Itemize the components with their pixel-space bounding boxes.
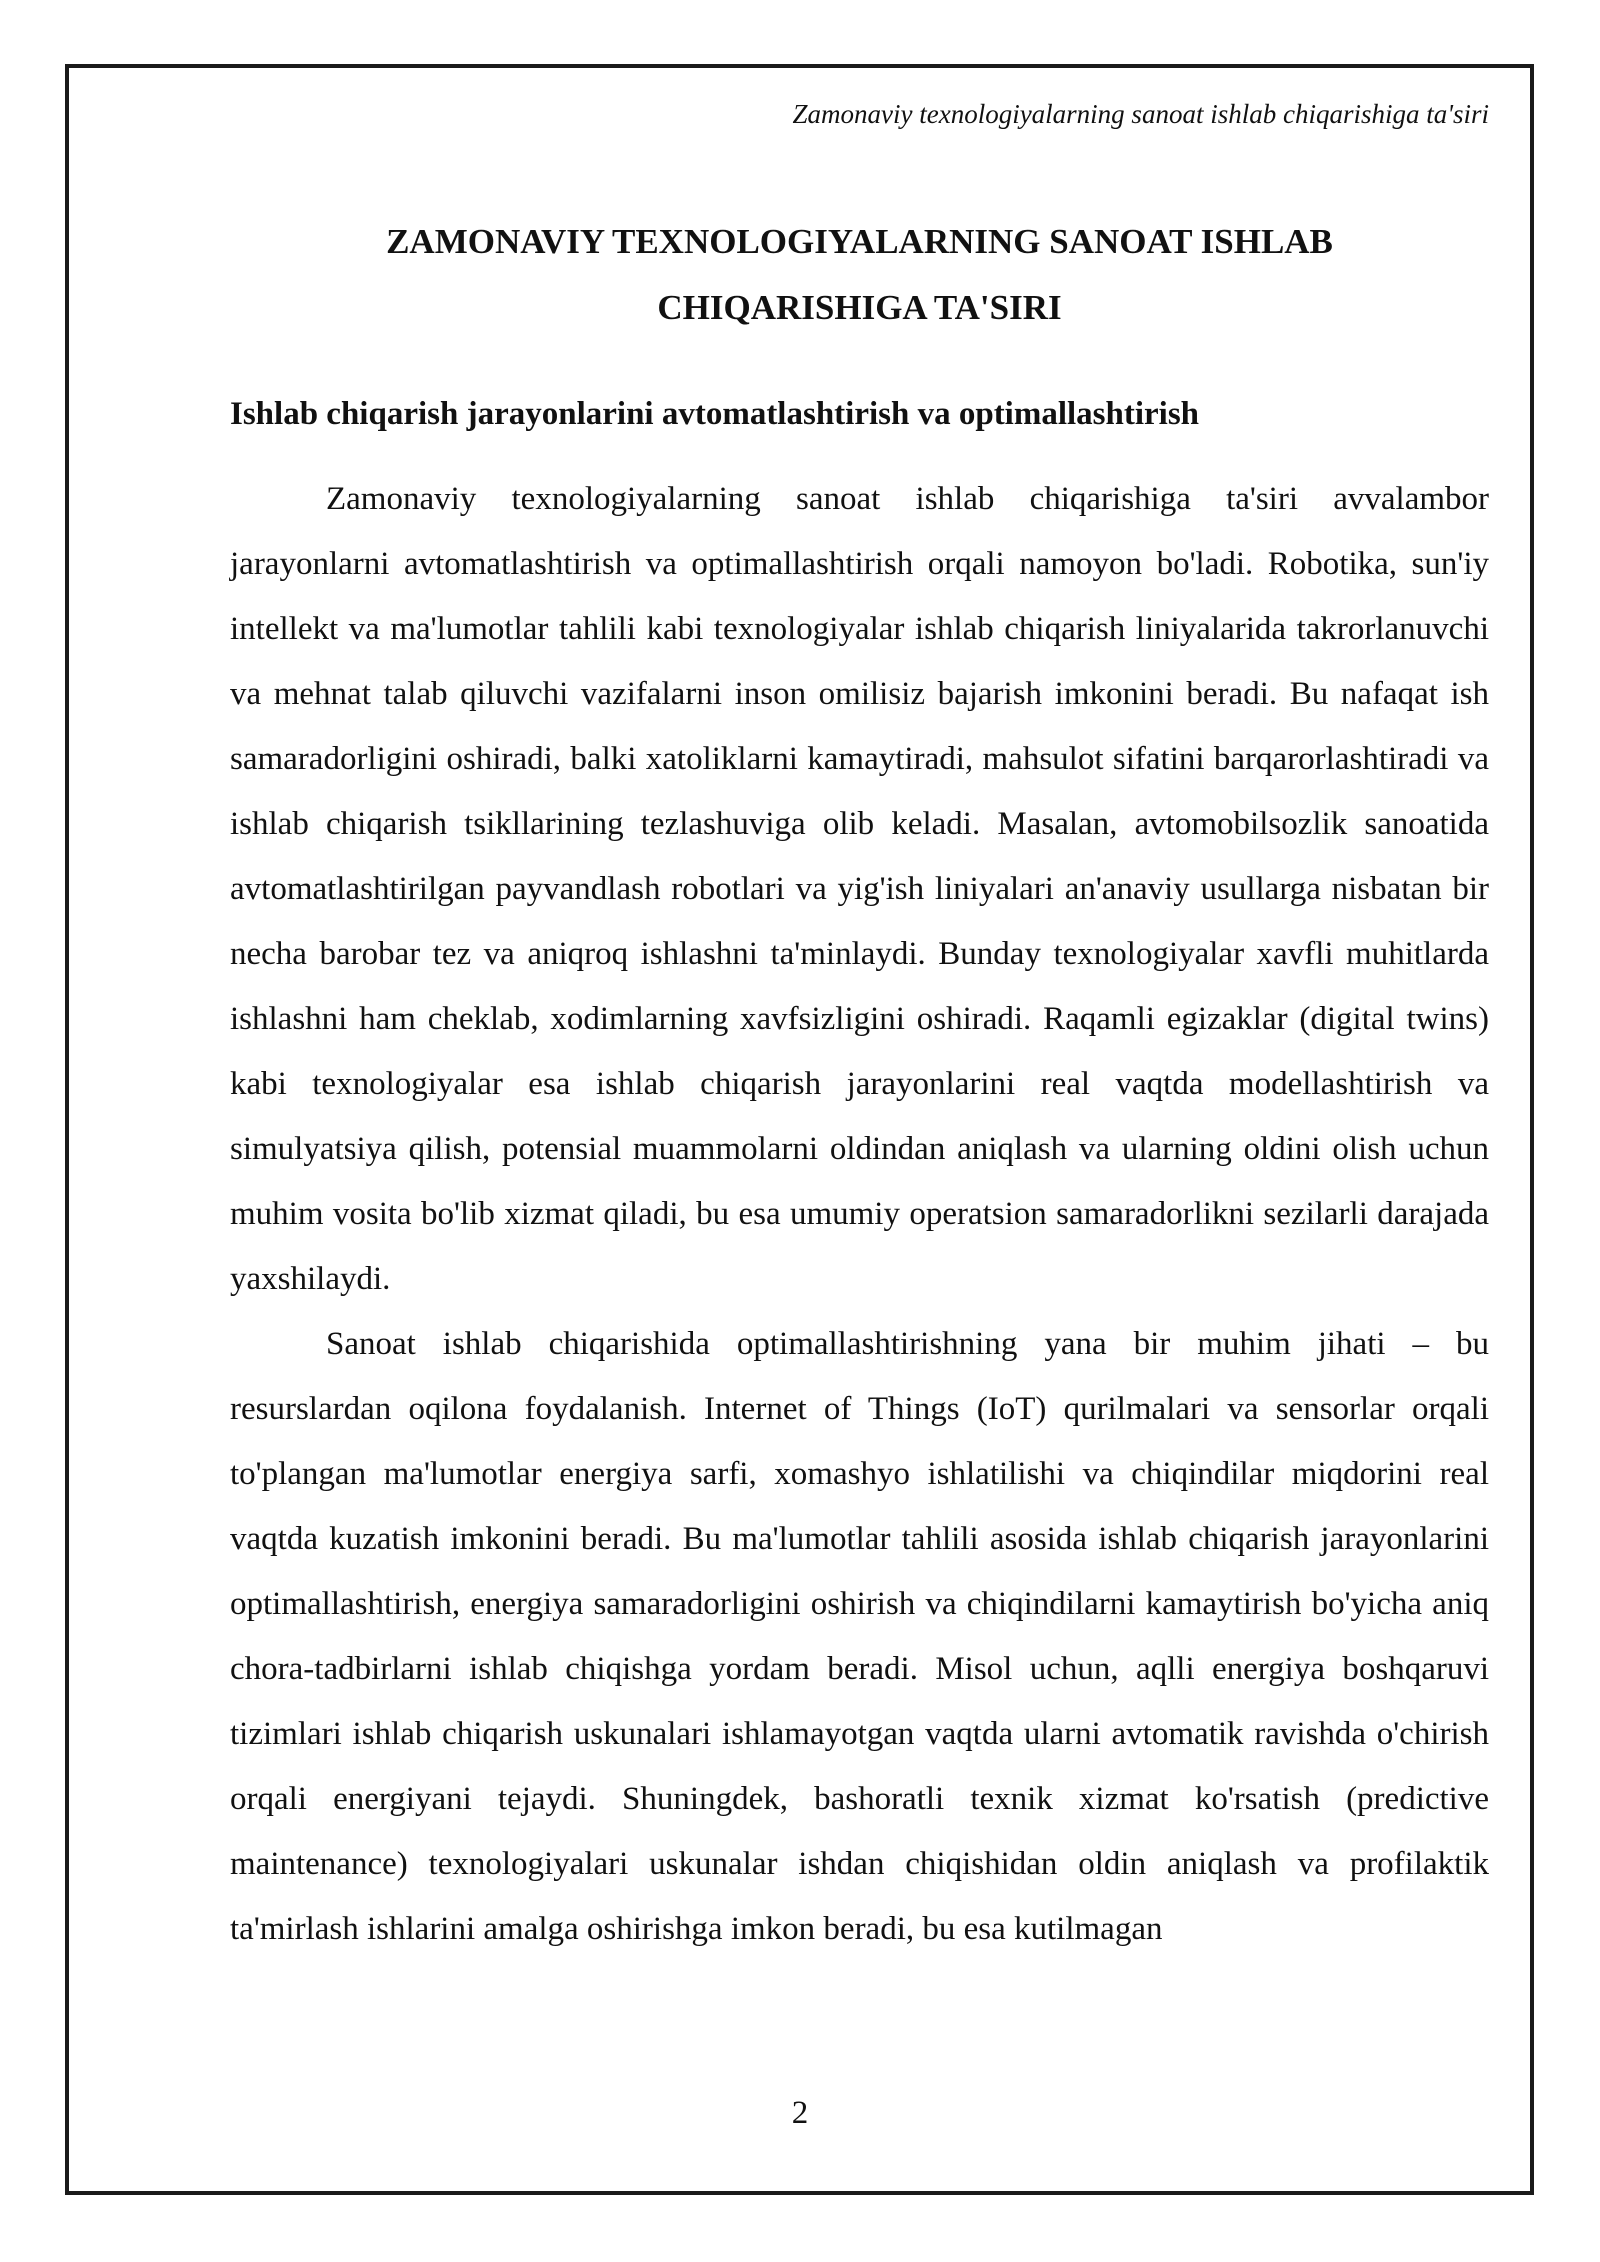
paragraph-2: Sanoat ishlab chiqarishida optimallashtirishning yana bir muhim jihati – bu resurslardan oqilona foydalanish. Internet of Things (IoT) qurilmalari va sensorlar orqali to'plangan ma'lumotlar energiya sarfi, xomashyo ishlatilishi va chiqindilar miqdorini real vaqtda kuzatish imkonini beradi. Bu ma'lumotlar tahlili asosida ishlab chiqarish jarayonlarini optimallashtirish, energiya samaradorligini oshirish va chiqindilarni kamaytirish bo'yicha aniq chora-tadbirlarni ishlab chiqishga yordam beradi. Misol uchun, aqlli energiya boshqaruvi tizimlari ishlab chiqarish uskunalari ishlamayotgan vaqtda ularni avtomatik ravishda o'chirish orqali energiyani tejaydi. Shuningdek, bashoratli texnik xizmat ko'rsatish (predictive maintenance) texnologiyalari uskunalar ishdan chiqishidan oldin aniqlash va profilaktik ta'mirlash ishlarini amalga oshirishga imkon beradi, bu esa kutilmagan (230, 1326, 1489, 1947)
section-heading: Ishlab chiqarish jarayonlarini avtomatlashtirish va optimallashtirish (230, 396, 1200, 432)
paragraph-1: Zamonaviy texnologiyalarning sanoat ishlab chiqarishiga ta'siri avvalambor jarayonlarni avtomatlashtirish va optimallashtirish orqali namoyon bo'ladi. Robotika, sun'iy intellekt va ma'lumotlar tahlili kabi texnologiyalar ishlab chiqarish liniyalarida takrorlanuvchi va mehnat talab qiluvchi vazifalarni inson omilisiz bajarish imkonini beradi. Bu nafaqat ish samaradorligini oshiradi, balki xatoliklarni kamaytiradi, mahsulot sifatini barqarorlashtiradi va ishlab chiqarish tsikllarining tezlashuviga olib keladi. Masalan, avtomobilsozlik sanoatida avtomatlashtirilgan payvandlash robotlari va yig'ish liniyalari an'anaviy usullarga nisbatan bir necha barobar tez va aniqroq ishlashni ta'minlaydi. Bunday texnologiyalar xavfli muhitlarda ishlashni ham cheklab, xodimlarning xavfsizligini oshiradi. Raqamli egizaklar (digital twins) kabi texnologiyalar esa ishlab chiqarish jarayonlarini real vaqtda modellashtirish va simulyatsiya qilish, potensial muammolarni oldindan aniqlash va ularning oldini olish uchun muhim vosita bo'lib xizmat qiladi, bu esa umumiy operatsion samaradorlikni sezilarli darajada yaxshilaydi. (230, 481, 1489, 1297)
document-title (230, 209, 1489, 341)
page-number: 2 (791, 2095, 809, 2131)
body-text (230, 467, 1489, 1962)
document-title-line-1: ZAMONAVIY TEXNOLOGIYALARNING SANOAT ISHLAB (386, 222, 1333, 261)
running-header: Zamonaviy texnologiyalarning sanoat ishlab chiqarishiga ta'siri (792, 99, 1489, 129)
document-title-line-2: CHIQARISHIGA TA'SIRI (657, 288, 1062, 327)
